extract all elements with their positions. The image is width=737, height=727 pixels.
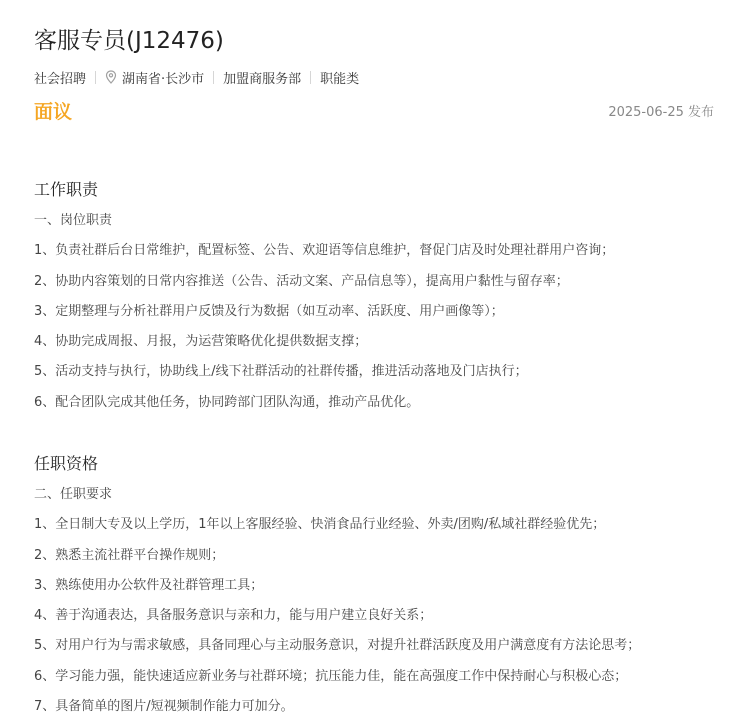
list-item: 二、任职要求 [34, 487, 113, 502]
list-item: 一、岗位职责 [34, 213, 113, 228]
list-item: 3、定期整理与分析社群用户反馈及行为数据（如互动率、活跃度、用户画像等）； [34, 303, 504, 319]
job-department: 加盟商服务部 [223, 71, 302, 87]
meta-divider [213, 71, 214, 84]
requirements-section-title: 任职资格 [34, 454, 99, 473]
list-item: 4、善于沟通表达，具备服务意识与亲和力，能与用户建立良好关系； [34, 608, 433, 624]
list-item: 2、熟悉主流社群平台操作规则； [34, 547, 225, 563]
list-item: 1、全日制大专及以上学历，1年以上客服经验、快消食品行业经验、外卖/团购/私域社群经验优先； [34, 517, 606, 533]
list-item: 3、熟练使用办公软件及社群管理工具； [34, 577, 264, 593]
job-meta [34, 67, 359, 87]
list-item: 6、配合团队完成其他任务，协同跨部门团队沟通，推动产品优化。 [34, 394, 420, 410]
job-category: 职能类 [320, 71, 360, 87]
meta-divider [95, 71, 96, 84]
meta-divider [310, 71, 311, 84]
job-title: 客服专员(J12476) [34, 28, 224, 54]
list-item: 5、活动支持与执行，协助线上/线下社群活动的社群传播，推进活动落地及门店执行； [34, 364, 528, 380]
recruit-type: 社会招聘 [34, 71, 87, 87]
duties-section-title: 工作职责 [34, 180, 99, 199]
list-item: 6、学习能力强，能快速适应新业务与社群环境；抗压能力佳，能在高强度工作中保持耐心与积极心态； [34, 668, 628, 684]
list-item: 7、具备简单的图片/短视频制作能力可加分。 [34, 699, 294, 715]
salary: 面议 [34, 101, 73, 123]
location-pin-icon [105, 70, 117, 84]
list-item: 5、对用户行为与需求敏感，具备同理心与主动服务意识，对提升社群活跃度及用户满意度有方法论思考； [34, 638, 641, 654]
publish-date: 2025-06-25 发布 [608, 105, 714, 120]
list-item: 1、负责社群后台日常维护，配置标签、公告、欢迎语等信息维护，督促门店及时处理社群用户咨询； [34, 243, 615, 259]
duties-list [34, 211, 614, 423]
job-location [105, 68, 204, 87]
list-item: 2、协助内容策划的日常内容推送（公告、活动文案、产品信息等），提高用户黏性与留存率； [34, 273, 569, 289]
job-location-text: 湖南省·长沙市 [122, 71, 205, 87]
list-item: 4、协助完成周报、月报，为运营策略优化提供数据支撑； [34, 334, 368, 350]
requirements-list [34, 485, 640, 727]
